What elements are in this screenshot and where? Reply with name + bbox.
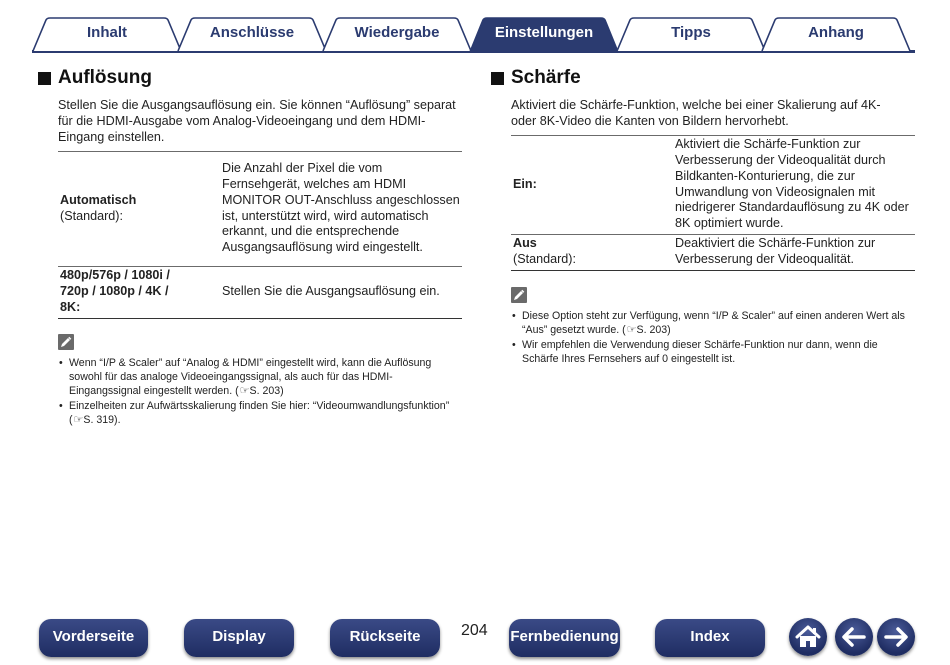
table-row xyxy=(511,235,915,271)
section-title: Auflösung xyxy=(58,67,152,88)
tab-label: Anschlüsse xyxy=(209,24,295,41)
pencil-note-icon xyxy=(58,334,74,350)
notes-list xyxy=(511,309,915,366)
index-button[interactable]: Index xyxy=(655,619,765,657)
page-reference[interactable]: (☞S. 319). xyxy=(69,414,121,426)
options-table xyxy=(58,151,462,319)
home-icon xyxy=(789,618,827,656)
table-row xyxy=(58,152,462,267)
tab-inhalt[interactable] xyxy=(32,17,182,51)
option-key-label: Aus xyxy=(513,236,537,251)
back-button[interactable] xyxy=(835,618,873,656)
section-description: Aktiviert die Schärfe-Funktion, welche bei einer Skalierung auf 4K- oder 8K-Video die Kanten von Bildern hervorhebt. xyxy=(511,98,881,128)
option-key-sub: (Standard): xyxy=(513,252,576,266)
notes-list xyxy=(58,356,462,427)
fernbedienung-button[interactable]: Fernbedienung xyxy=(509,619,620,657)
option-key-label: Ein: xyxy=(513,176,537,191)
section-heading xyxy=(38,66,462,90)
tab-label: Wiedergabe xyxy=(354,24,440,41)
pointing-hand-icon: ☞ xyxy=(626,324,636,336)
section-heading xyxy=(491,66,915,90)
option-key xyxy=(58,267,220,319)
list-item xyxy=(511,338,915,366)
option-value: Stellen Sie die Ausgangsauflösung ein. xyxy=(222,284,440,299)
page-number: 204 xyxy=(461,622,488,639)
option-key xyxy=(511,235,673,271)
option-key-sub: (Standard): xyxy=(60,208,123,223)
tab-anschluesse[interactable] xyxy=(177,17,327,51)
tab-wiedergabe[interactable] xyxy=(322,17,472,51)
option-value: Die Anzahl der Pixel die vom Fernsehgerät, welches am HDMI MONITOR OUT-Anschluss angeschlossen ist, unterstützt wird, wird automatisch erkannt, und die entsprechende Ausgangsauflösung wird eingestellt. xyxy=(222,161,460,255)
page-reference[interactable]: (☞S. 203) xyxy=(622,324,671,336)
pencil-note-icon xyxy=(511,287,527,303)
option-key xyxy=(511,136,673,235)
list-item xyxy=(511,309,915,337)
tab-anhang[interactable] xyxy=(761,17,911,51)
tab-label: Inhalt xyxy=(87,24,127,41)
section-description: Stellen Sie die Ausgangsauflösung ein. Sie können “Auflösung” separat für die HDMI-Ausgabe vom Analog-Videoeingang und dem HDMI-Eingang einstellen. xyxy=(58,98,456,144)
tab-tipps[interactable] xyxy=(616,17,766,51)
forward-arrow-icon xyxy=(877,618,915,656)
note-text: Einzelheiten zur Aufwärtsskalierung finden Sie hier: “Videoumwandlungsfunktion” xyxy=(69,400,450,412)
square-bullet-icon xyxy=(491,72,504,85)
note-text: Wenn “I/P & Scaler” auf “Analog & HDMI” eingestellt wird, kann die Auflösung sowohl für das analoge Videoeingangssignal, als auch für das HDMI-Eingangssignal eingestellt werden. xyxy=(69,357,432,397)
rueckseite-button[interactable]: Rückseite xyxy=(330,619,440,657)
section-schaerfe xyxy=(491,66,915,367)
pointing-hand-icon: ☞ xyxy=(239,385,249,397)
vorderseite-button[interactable]: Vorderseite xyxy=(39,619,148,657)
tab-einstellungen[interactable] xyxy=(469,17,619,51)
back-arrow-icon xyxy=(835,618,873,656)
forward-button[interactable] xyxy=(877,618,915,656)
option-key-label: Automatisch xyxy=(60,192,137,207)
option-key xyxy=(58,152,220,267)
tab-bar xyxy=(32,17,915,54)
option-key-label: 480p/576p / 1080i / 720p / 1080p / 4K / 8K: xyxy=(60,268,170,314)
note-text: Wir empfehlen die Verwendung dieser Schärfe-Funktion nur dann, wenn die Schärfe Ihres Fernsehers auf 0 eingestellt ist. xyxy=(522,339,878,365)
section-aufloesung xyxy=(38,66,462,428)
pointing-hand-icon: ☞ xyxy=(73,414,83,426)
option-value: Deaktiviert die Schärfe-Funktion zur Verbesserung der Videoqualität. xyxy=(675,236,876,266)
note-text: Diese Option steht zur Verfügung, wenn “I/P & Scaler” auf einen anderen Wert als “Aus” gesetzt wurde. xyxy=(522,310,905,336)
list-item xyxy=(58,399,462,427)
square-bullet-icon xyxy=(38,72,51,85)
tab-label: Einstellungen xyxy=(494,24,594,41)
tab-label: Anhang xyxy=(808,24,864,41)
option-value: Aktiviert die Schärfe-Funktion zur Verbesserung der Videoqualität durch Bildkanten-Konturierung, die zur Umwandlung von Videosignalen mit niedrigerer Standardauflösung zu 4K oder 8K optimiert wurde. xyxy=(675,137,909,231)
table-row xyxy=(58,267,462,319)
list-item xyxy=(58,356,462,398)
table-row xyxy=(511,136,915,235)
display-button[interactable]: Display xyxy=(184,619,294,657)
section-title: Schärfe xyxy=(511,67,581,88)
tab-label: Tipps xyxy=(671,24,711,41)
options-table xyxy=(511,135,915,271)
home-button[interactable] xyxy=(789,618,827,656)
page-reference[interactable]: (☞S. 203) xyxy=(235,385,284,397)
